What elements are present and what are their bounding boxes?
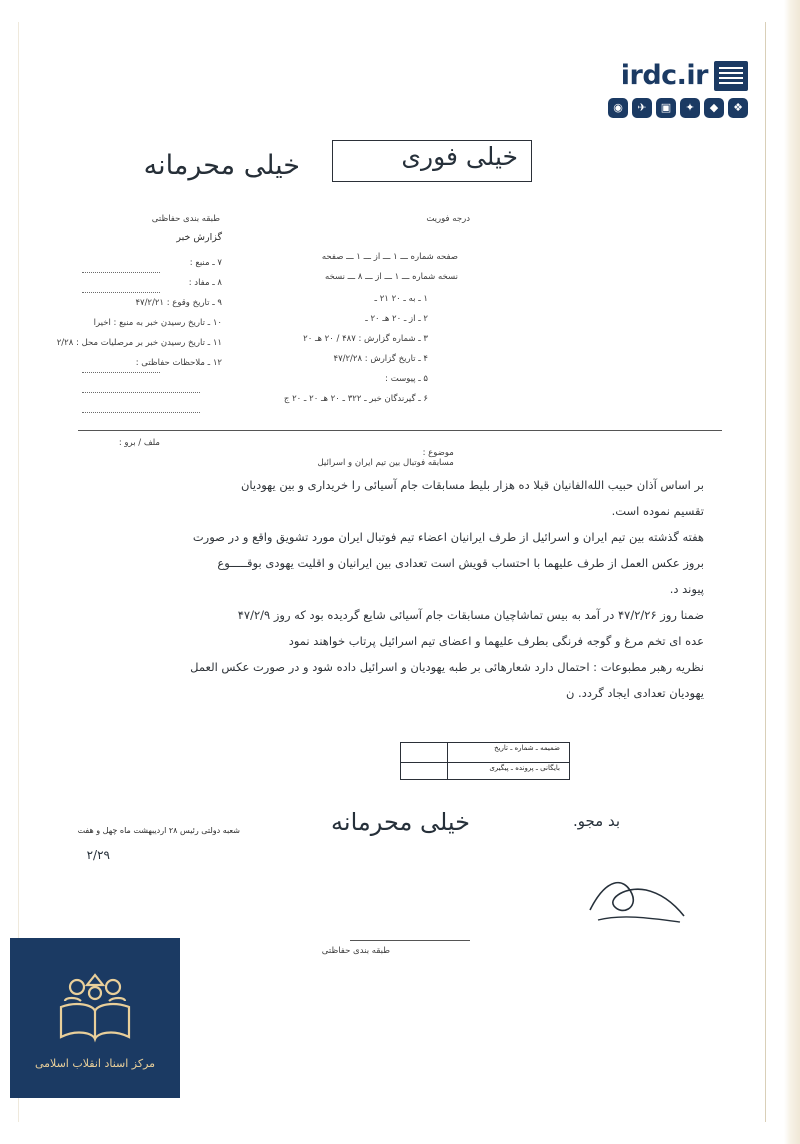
body-line-7: عده ای تخم مرغ و گوجه فرنگی بطرف علیهما و اعضای تیم اسرائیل پرتاب خواهند نمود	[288, 634, 704, 648]
body-line-3: هفته گذشته بین تیم ایران و اسرائیل از طرف ایرانیان اعضاء تیم فوتبال ایران مورد تشویق واقع و در صورت	[192, 530, 704, 544]
header-left-line-12: ۱۲ ـ ملاحظات حفاظتی :	[135, 358, 222, 368]
classification-top-caption: طبقه بندی حفاظتی	[151, 214, 220, 224]
urgency-caption: درجه فوریت	[426, 214, 470, 224]
seal-caption: مرکز اسناد انقلاب اسلامی	[34, 1056, 156, 1070]
date-scribble: ۲/۲۹	[86, 848, 110, 862]
subject-label: موضوع :	[422, 448, 454, 458]
classification-top: خیلی محرمانه	[143, 150, 300, 181]
header-dotted-rule-3	[82, 372, 160, 373]
twitter-icon[interactable]: ✦	[680, 98, 700, 118]
signature-squiggle	[580, 868, 690, 928]
institution-seal	[10, 938, 180, 1098]
body-line-4: بروز عکس العمل از طرف علیهما با احتساب قویش است تعدادی بین ایرانیان و اقلیت یهودی بوقـــــوع	[217, 556, 704, 570]
header-dotted-rule-2	[82, 292, 160, 293]
subject-row	[317, 438, 470, 478]
header-right-line-2: نسخه شماره ـــ ۱ ـــ از ـــ ۸ ـــ نسخه	[324, 272, 458, 282]
header-dotted-rule-1	[82, 272, 160, 273]
archive-stamp-line-2: بایگانی ـ پرونده ـ پیگیری	[489, 764, 560, 772]
header-left-line-9: ۹ ـ تاریخ وقوع : ۴۷/۲/۲۱	[135, 298, 222, 308]
signature-note-left: شعبه دولتی رئیس ۲۸ اردیبهشت ماه چهل و هفت	[77, 826, 240, 835]
subject-separator-rule	[78, 430, 722, 431]
classification-bottom: خیلی محرمانه	[331, 808, 470, 836]
body-line-8: نظریه رهبر مطبوعات : احتمال دارد شعارهائی بر طبه یهودیان و اسرائیل داده شود و در صورت عکس العمل	[190, 660, 704, 674]
file-label: ملف / برو :	[118, 438, 160, 448]
header-right-line-4: ۲ ـ از ـ ۲۰ هـ ۲۰ ـ	[365, 314, 428, 324]
header-right-line-7: ۵ ـ پیوست :	[385, 374, 428, 384]
instagram-icon[interactable]: ▣	[656, 98, 676, 118]
telegram-icon[interactable]: ✈	[632, 98, 652, 118]
urgency-stamp-text: خیلی فوری	[401, 142, 518, 171]
archive-stamp-line-1: ضمیمه ـ شماره ـ تاریخ	[494, 744, 560, 752]
soroush-icon[interactable]: ❖	[728, 98, 748, 118]
classification-bottom-rule	[350, 940, 470, 941]
subject-value: مسابقه فوتبال بین تیم ایران و اسرائیل	[317, 458, 454, 468]
header-right-line-8: ۶ ـ گیرندگان خبر ـ ۳۲۲ ـ ۲۰ هـ ۲۰ ـ ۲۰ ج	[283, 394, 428, 404]
body-line-9: یهودیان تعدادی ایجاد گردد. ن	[565, 686, 704, 700]
body-line-1: بر اساس آذان حبیب اللهﺍلفانیان قبلا ده هزار بلیط مسابقات جام آسیائی را خریداری و بین یهودیان	[240, 478, 704, 492]
classification-bottom-caption: طبقه بندی حفاظتی	[321, 946, 390, 956]
header-left-line-11: ۱۱ ـ تاریخ رسیدن خبر بر مرصلیات محل : ۲/۲۸	[56, 338, 222, 348]
header-left-line-10: ۱۰ ـ تاریخ رسیدن خبر به منبع : اخیرا	[93, 318, 222, 328]
report-type-label: گزارش خبر	[176, 232, 222, 243]
aparat-icon[interactable]: ◉	[608, 98, 628, 118]
header-right-line-1: صفحه شماره ـــ ۱ ـــ از ـــ ۱ ـــ صفحه	[321, 252, 458, 262]
header-left-line-7: ۷ ـ منبع :	[189, 258, 222, 268]
body-line-2: تقسیم نموده است.	[611, 504, 704, 518]
brand-site-label: irdc.ir	[620, 60, 708, 91]
header-right-line-5: ۳ ـ شماره گزارش : ۴۸۷ / ۲۰ هـ ۲۰	[303, 334, 428, 344]
header-right-line-3: ۱ ـ به ـ ۲۰ ۲۱ ـ	[374, 294, 428, 304]
header-right-line-6: ۴ ـ تاریخ گزارش : ۴۷/۲/۲۸	[333, 354, 428, 364]
body-line-6: ضمنا روز ۴۷/۲/۲۶ در آمد به بیس تماشاچیان مسابقات جام آسیائی شایع گردیده بود که روز ۴۷/۲/۹	[237, 608, 704, 622]
eitaa-icon[interactable]: ◆	[704, 98, 724, 118]
header-left-line-8: ۸ ـ مفاد :	[188, 278, 222, 288]
body-line-5: پیوند د.	[669, 582, 704, 596]
header-dotted-rule-4	[82, 392, 200, 393]
signature-note-right: بد مجو.	[572, 812, 620, 830]
header-dotted-rule-5	[82, 412, 200, 413]
book-emblem-icon	[47, 967, 143, 1051]
